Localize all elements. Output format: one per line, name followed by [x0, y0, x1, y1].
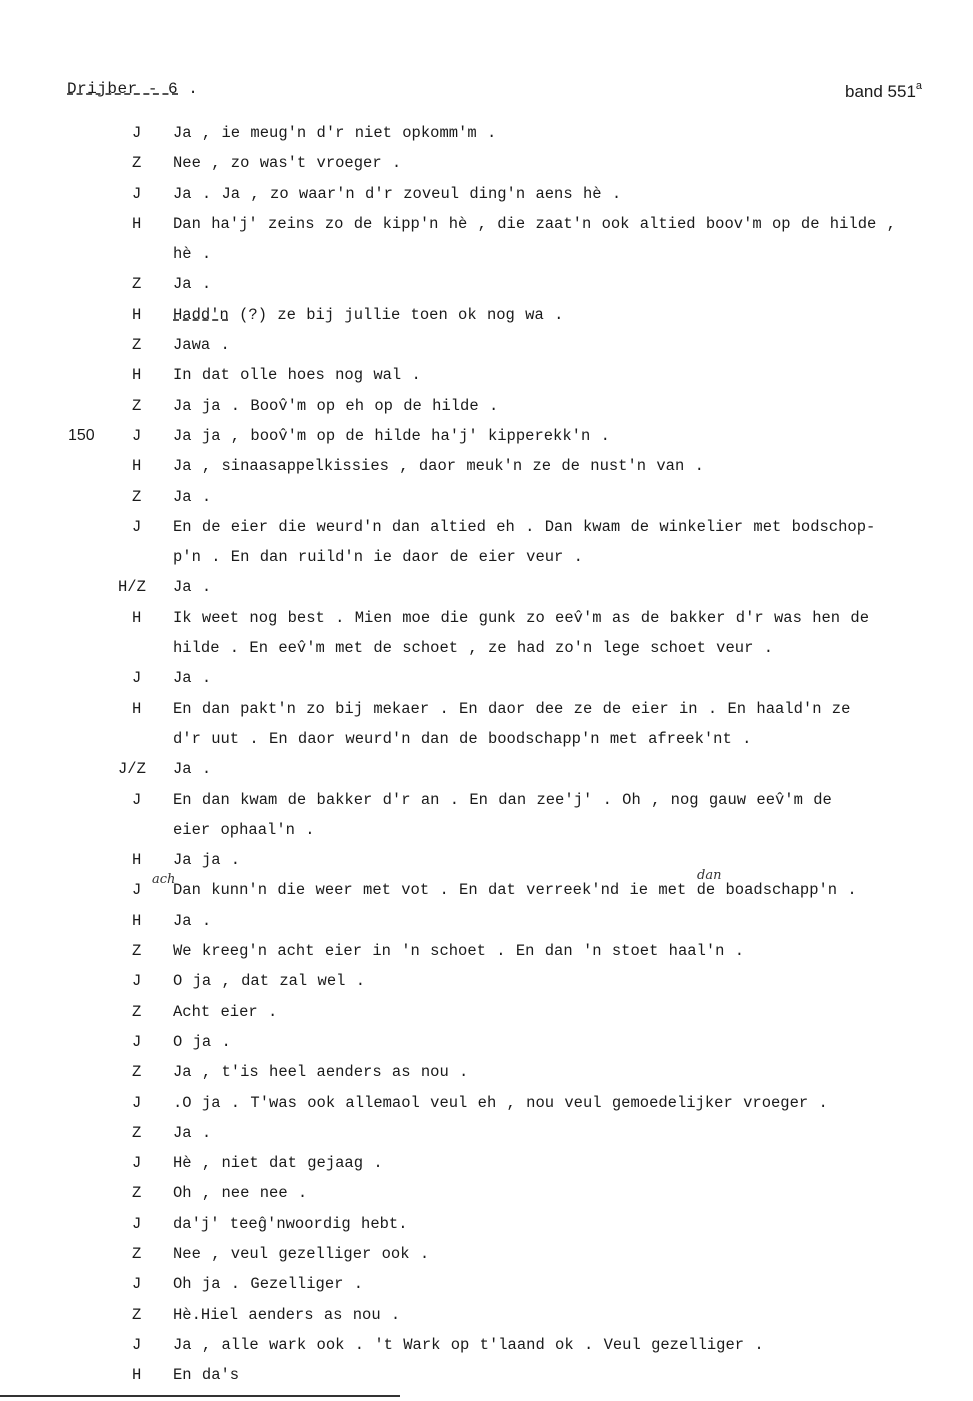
utterance-body: Ja ja . Boov̂'m op eh op de hilde . [173, 396, 499, 415]
speaker-label: J [132, 1214, 142, 1233]
utterance-text [173, 1118, 211, 1148]
speaker-label: H [132, 305, 142, 324]
speaker-label: Z [132, 1002, 142, 1021]
transcript-line [0, 603, 973, 633]
transcript-line [0, 694, 973, 724]
transcript-line [0, 1118, 973, 1148]
speaker-label: J [132, 1275, 142, 1294]
utterance-body: p'n . En dan ruild'n ie daor de eier veur . [173, 548, 583, 567]
utterance-body: Acht eier . [173, 1002, 278, 1021]
speaker-label: J [132, 1032, 142, 1051]
utterance-text [173, 118, 496, 148]
utterance-text [173, 269, 211, 299]
speaker-label: Z [132, 1305, 142, 1324]
speaker-label: J [132, 124, 142, 142]
transcript-line [0, 663, 973, 693]
utterance-body: Ja , t'is heel aenders as nou . [173, 1063, 469, 1082]
utterance-body: En dan pakt'n zo bij mekaer . En daor dee ze de eier in . En haald'n ze [173, 699, 851, 718]
utterance-text [173, 754, 211, 784]
utterance-text [173, 148, 401, 178]
utterance-text [173, 391, 498, 421]
line-number: 150 [68, 426, 95, 444]
transcript-line [0, 1148, 973, 1178]
transcript-line [0, 1178, 973, 1208]
transcript-line [0, 966, 973, 996]
utterance-body: Ja . [173, 760, 212, 779]
speaker-label: J [132, 881, 142, 900]
utterance-body: Nee , zo was't vroeger . [173, 154, 402, 173]
utterance-text [173, 906, 211, 936]
transcript-line [0, 269, 973, 299]
document-title-suffix: . [178, 80, 199, 98]
utterance-text [173, 300, 563, 330]
speaker-label: Z [132, 396, 142, 415]
utterance-text [173, 785, 832, 815]
transcript-line [0, 512, 973, 542]
handwritten-correction: dan [697, 868, 722, 884]
transcript-line [0, 1330, 973, 1360]
transcript-line [0, 1088, 973, 1118]
transcript-line [0, 785, 973, 815]
utterance-body: (?) ze bij jullie toen ok nog wa . [228, 305, 564, 324]
speaker-label: J [132, 1093, 142, 1112]
transcript-line [0, 1057, 973, 1087]
utterance-text [173, 209, 896, 239]
speaker-label: J [132, 669, 142, 688]
speaker-label: J [132, 790, 142, 809]
utterance-text [173, 179, 621, 209]
speaker-label: H [132, 851, 142, 870]
utterance-body: En da's [173, 1366, 240, 1385]
speaker-label: H/Z [118, 578, 146, 597]
speaker-label: J [132, 184, 142, 203]
uncertain-word: Hadd'n [173, 305, 229, 324]
utterance-body: hè . [173, 245, 212, 264]
transcript-line [0, 451, 973, 481]
utterance-text [173, 239, 211, 269]
utterance-body: d'r uut . En daor weurd'n dan de boodschapp'n met afreek'nt . [173, 729, 752, 748]
utterance-body: Dan kunn'n die weer met vot . En dat verreek'nd ie met de boadschapp'n . [173, 881, 857, 900]
utterance-body: Ja . [173, 487, 212, 506]
utterance-body: Nee , veul gezelliger ook . [173, 1244, 430, 1263]
utterance-body: eier ophaal'n . [173, 820, 315, 839]
utterance-body: In dat olle hoes nog wal . [173, 366, 421, 385]
transcript-line [0, 936, 973, 966]
utterance-text [173, 1239, 429, 1269]
transcript-line [0, 179, 973, 209]
tape-label [845, 80, 922, 102]
utterance-body: da'j' teeĝ'nwoordig hebt. [173, 1214, 408, 1233]
transcript-line [0, 239, 973, 269]
utterance-body: Ja , ie meug'n d'r niet opkomm'm . [173, 124, 497, 142]
speaker-label: Z [132, 275, 142, 294]
transcript-line [0, 868, 973, 905]
speaker-label: J [132, 517, 142, 536]
transcript-line [0, 1239, 973, 1269]
utterance-body: Ja ja . [173, 851, 241, 870]
transcript-line [0, 542, 973, 572]
utterance-body: Ja . [173, 1123, 212, 1142]
utterance-body: Jawa . [173, 336, 230, 355]
transcript-line [0, 1269, 973, 1299]
utterance-text [173, 1027, 231, 1057]
speaker-label: Z [132, 487, 142, 506]
utterance-text [173, 875, 857, 905]
speaker-label: Z [132, 336, 142, 355]
speaker-label: J [132, 1154, 142, 1173]
transcript-line [0, 1027, 973, 1057]
speaker-label: Z [132, 1063, 142, 1082]
transcript-line [0, 572, 973, 602]
utterance-text [173, 633, 773, 663]
transcript-line [0, 815, 973, 845]
utterance-text [173, 663, 211, 693]
tape-label-text: band 551 [845, 82, 916, 101]
speaker-label: H [132, 1366, 142, 1385]
tape-label-suffix: a [915, 80, 923, 92]
utterance-text [173, 1148, 383, 1178]
transcript-line [0, 754, 973, 784]
utterance-body: Oh , nee nee . [173, 1184, 308, 1203]
transcript-line [0, 845, 973, 875]
handwritten-correction: ach [152, 872, 176, 888]
transcript-line [0, 906, 973, 936]
utterance-text [173, 997, 277, 1027]
transcript-line [0, 997, 973, 1027]
speaker-label: H [132, 911, 142, 930]
utterance-text [173, 330, 230, 360]
utterance-text [173, 694, 850, 724]
utterance-body: Ja ja , boov̂'m op de hilde ha'j' kipperekk'n . [173, 426, 610, 445]
utterance-body: Ja , alle wark ook . 't Wark op t'laand ok . Veul gezelliger . [173, 1335, 764, 1354]
speaker-label: Z [132, 942, 142, 961]
utterance-text [173, 1088, 828, 1118]
utterance-body: O ja , dat zal wel . [173, 972, 366, 991]
transcript-line [0, 148, 973, 178]
utterance-text [173, 936, 744, 966]
speaker-label: H [132, 608, 142, 627]
transcript-line [0, 209, 973, 239]
utterance-text [173, 421, 610, 451]
utterance-text [173, 966, 365, 996]
speaker-label: J/Z [118, 760, 146, 779]
transcript-lines [0, 118, 973, 1390]
speaker-label: H [132, 699, 142, 718]
utterance-body: Ja , sinaasappelkissies , daor meuk'n ze de nust'n van . [173, 457, 704, 476]
utterance-text [173, 1300, 400, 1330]
document-title: Drijber - 6 [67, 80, 179, 98]
speaker-label: H [132, 366, 142, 385]
utterance-text [173, 360, 421, 390]
utterance-body: We kreeg'n acht eier in 'n schoet . En dan 'n stoet haal'n . [173, 942, 745, 961]
transcript-line [0, 330, 973, 360]
document-header [67, 80, 198, 98]
transcript-line [0, 118, 973, 148]
utterance-body: O ja . [173, 1032, 231, 1051]
transcript-line [0, 360, 973, 390]
speaker-label: J [132, 972, 142, 991]
utterance-text [173, 1269, 363, 1299]
transcript-line [0, 724, 973, 754]
utterance-text [173, 1178, 307, 1208]
utterance-body: Ik weet nog best . Mien moe die gunk zo eev̂'m as de bakker d'r was hen de [173, 608, 870, 627]
utterance-text [173, 815, 315, 845]
utterance-body: hilde . En eev̂'m met de schoet , ze had zo'n lege schoet veur . [173, 639, 773, 658]
utterance-body: Hè , niet dat gejaag . [173, 1154, 383, 1173]
utterance-text [173, 451, 704, 481]
speaker-label: Z [132, 1184, 142, 1203]
utterance-text [173, 845, 240, 875]
utterance-body: Oh ja . Gezelliger . [173, 1275, 364, 1294]
utterance-body: Ja . [173, 578, 212, 597]
utterance-text [173, 1360, 239, 1390]
utterance-body: Ja . [173, 911, 212, 930]
transcript-line [0, 300, 973, 330]
utterance-text [173, 542, 583, 572]
utterance-body: En de eier die weurd'n dan altied eh . Dan kwam de winkelier met bodschop- [173, 517, 876, 536]
utterance-text [173, 1209, 408, 1239]
utterance-text [173, 572, 211, 602]
utterance-body: Ja . [173, 669, 212, 688]
transcript-line [0, 421, 973, 451]
utterance-text [173, 724, 751, 754]
utterance-body: Ja . Ja , zo waar'n d'r zoveul ding'n aens hè . [173, 184, 622, 203]
utterance-text [173, 1057, 468, 1087]
speaker-label: Z [132, 1244, 142, 1263]
utterance-body: Hè.Hiel aenders as nou . [173, 1305, 401, 1324]
speaker-label: H [132, 457, 142, 476]
transcript-line [0, 1360, 973, 1390]
transcript-line [0, 1300, 973, 1330]
utterance-body: .O ja . T'was ook allemaol veul eh , nou veul gemoedelijker vroeger . [173, 1093, 828, 1112]
utterance-text [173, 482, 211, 512]
transcript-line [0, 482, 973, 512]
speaker-label: Z [132, 154, 142, 173]
speaker-label: H [132, 214, 142, 233]
utterance-body: Ja . [173, 275, 212, 294]
utterance-text [173, 1330, 764, 1360]
speaker-label: J [132, 426, 142, 445]
transcript-line [0, 633, 973, 663]
utterance-body: En dan kwam de bakker d'r an . En dan zee'j' . Oh , nog gauw eev̂'m de [173, 790, 832, 809]
page-bottom-rule [0, 1395, 400, 1397]
transcript-line [0, 391, 973, 421]
utterance-text [173, 512, 875, 542]
utterance-text [173, 603, 869, 633]
speaker-label: Z [132, 1123, 142, 1142]
speaker-label: J [132, 1335, 142, 1354]
utterance-body: Dan ha'j' zeins zo de kipp'n hè , die zaat'n ook altied boov'm op de hilde , [173, 214, 896, 233]
transcript-line [0, 1209, 973, 1239]
